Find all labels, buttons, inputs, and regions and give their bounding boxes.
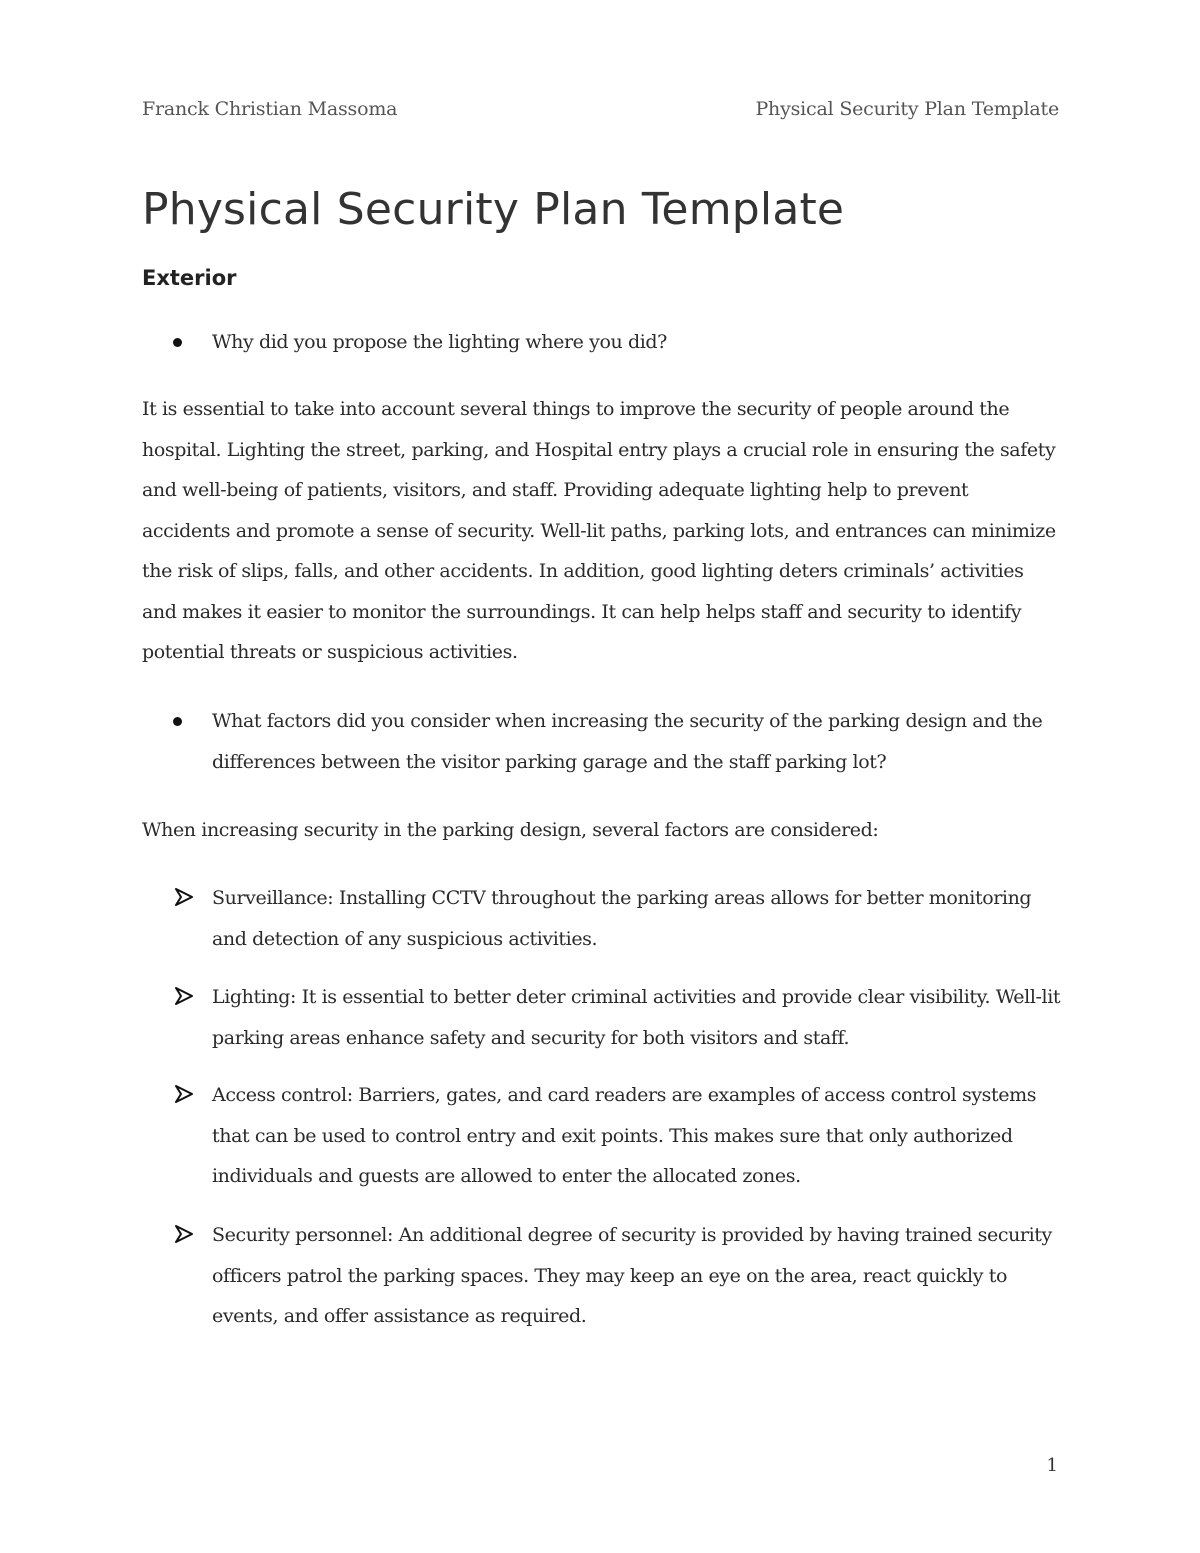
question-text: Why did you propose the lighting where you did? <box>212 331 667 353</box>
factor-item-lighting <box>142 977 1062 1058</box>
factor-item-security-personnel <box>142 1215 1062 1337</box>
question-bullet-parking <box>142 701 1062 782</box>
question-bullet-lighting <box>142 322 1062 363</box>
arrowhead-bullet-icon <box>174 886 194 908</box>
answer-intro-paragraph: When increasing security in the parking design, several factors are considered: <box>142 819 879 841</box>
answer-paragraph-lighting: It is essential to take into account several things to improve the security of people around the hospital. Lighting the street, parking, and Hospital entry plays a crucial role in ensuring the safety and well-being of patients, visitors, and staff. Providing adequate lighting help to prevent accidents and promote a sense of security. Well-lit paths, parking lots, and entrances can minimize the risk of slips, falls, and other accidents. In addition, good lighting deters criminals’ activities and makes it easier to monitor the surroundings. It can help helps staff and security to identify potential threats or suspicious activities. <box>142 398 1056 663</box>
bullet-dot-icon <box>173 717 182 726</box>
header-author: Franck Christian Massoma <box>142 98 398 120</box>
arrowhead-bullet-icon <box>174 985 194 1007</box>
question-text: What factors did you consider when increasing the security of the parking design and the differences between the visitor parking garage and the staff parking lot? <box>212 710 1043 773</box>
factor-text: Surveillance: Installing CCTV throughout the parking areas allows for better monitoring and detection of any suspicious activities. <box>212 887 1032 950</box>
arrowhead-bullet-icon <box>174 1223 194 1245</box>
header-running-title: Physical Security Plan Template <box>755 98 1059 120</box>
factor-text: Access control: Barriers, gates, and card readers are examples of access control systems that can be used to control entry and exit points. This makes sure that only authorized individuals and guests are allowed to enter the allocated zones. <box>212 1084 1037 1187</box>
factor-item-access-control <box>142 1075 1062 1197</box>
arrowhead-bullet-icon <box>174 1083 194 1105</box>
factor-text: Lighting: It is essential to better deter criminal activities and provide clear visibility. Well-lit parking areas enhance safety and security for both visitors and staff. <box>212 986 1061 1049</box>
factor-text: Security personnel: An additional degree of security is provided by having trained security officers patrol the parking spaces. They may keep an eye on the area, react quickly to events, and offer assistance as required. <box>212 1224 1052 1327</box>
factor-item-surveillance <box>142 878 1062 959</box>
bullet-dot-icon <box>173 338 182 347</box>
section-heading-exterior: Exterior <box>142 266 237 290</box>
page-title: Physical Security Plan Template <box>142 184 845 235</box>
page-number: 1 <box>1046 1455 1058 1476</box>
